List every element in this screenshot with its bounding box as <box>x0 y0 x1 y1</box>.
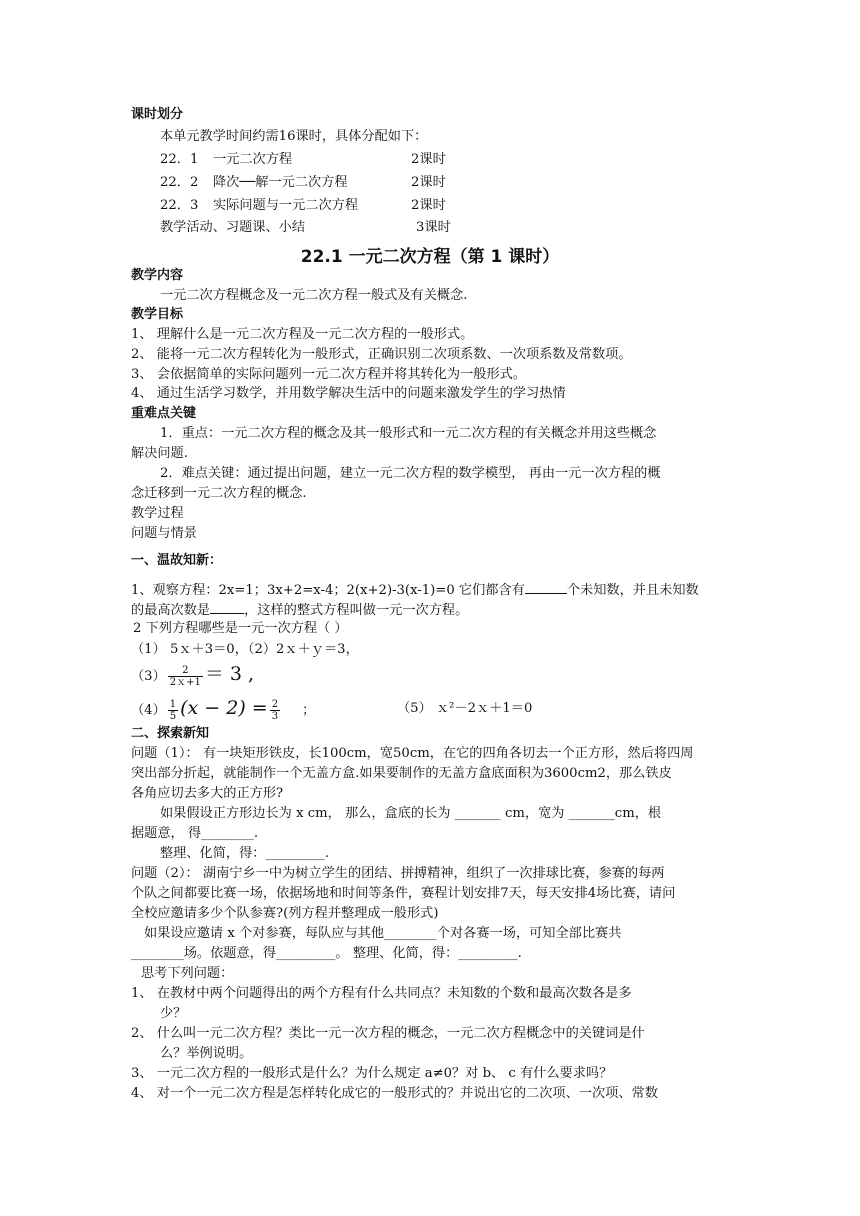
key-point-text: 1．重点：一元二次方程的概念及其一般形式和一元二次方程的有关概念并用这些概念 <box>160 426 657 441</box>
problem-text: 各角应切去多大的正方形? <box>131 786 284 801</box>
equation-1-2: （1） 5ｘ＋3＝0，（2）2ｘ＋ｙ＝3， <box>131 642 359 657</box>
fraction: $\frac{2}{3}$ <box>271 699 279 722</box>
review-question-1: 1、观察方程：2x=1；3x+2=x-4；2(x+2)-3(x-1)=0 它们都含有 个未知数，并且未知数 <box>131 583 699 598</box>
problem-text: ________场。依题意，得_________。 整理、化简，得：_________. <box>131 946 522 961</box>
problem-text: 整理、化简，得：_________. <box>160 846 330 861</box>
explore-heading: 二、探索新知 <box>131 726 210 741</box>
schedule-intro: 本单元教学时间约需16课时，具体分配如下： <box>160 129 428 144</box>
content-heading: 教学内容 <box>131 268 184 283</box>
goals-heading: 教学目标 <box>131 307 184 322</box>
think-question: 1、 在教材中两个问题得出的两个方程有什么共同点？未知数的个数和最高次数各是多 <box>131 986 632 1001</box>
problem-text: 问题（2）： 湖南宁乡一中为树立学生的团结、拼搏精神，组织了一次排球比赛，参赛的每两 <box>131 866 665 881</box>
schedule-heading: 课时划分 <box>131 107 184 122</box>
problem-text: 问题（1）： 有一块矩形铁皮，长100cm，宽50cm，在它的四角各切去一个正方形，然后将四周 <box>131 746 694 761</box>
problem-text: 个队之间都要比赛一场，依据场地和时间等条件，赛程计划安排7天，每天安排4场比赛，请问 <box>131 886 676 901</box>
problem-text: 据题意， 得________. <box>131 826 259 841</box>
fraction: $\frac{2}{\text{2ｘ+1}}$ <box>169 665 201 688</box>
think-question: 2、 什么叫一元二次方程？类比一元一次方程的概念，一元二次方程概念中的关键词是什 <box>131 1026 645 1041</box>
goal-item: 3、 会依据简单的实际问题列一元二次方程并将其转化为一般形式。 <box>131 367 527 382</box>
equation-4: （4） $\frac{1}{5}$ (x − 2) = $\frac{2}{3}$ ； <box>131 697 316 722</box>
lesson-title: 22.1 一元二次方程（第 1 课时） <box>300 247 560 267</box>
keys-heading: 重难点关键 <box>131 406 197 421</box>
key-point-text: 念迁移到一元二次方程的概念. <box>131 486 307 501</box>
think-question: 少？ <box>160 1006 187 1021</box>
key-point-text: 解决问题. <box>131 446 188 461</box>
problem-text: 突出部分折起，就能制作一个无盖方盒.如果要制作的无盖方盒底面积为3600cm2，那么铁皮 <box>131 766 672 781</box>
review-question-1-cont: 的最高次数是 ，这样的整式方程叫做一元一次方程。 <box>131 603 469 618</box>
situation-label: 问题与情景 <box>131 526 197 541</box>
goal-item: 4、 通过生活学习数学，并用数学解决生活中的问题来激发学生的学习热情 <box>131 386 566 401</box>
think-heading: 思考下列问题： <box>141 966 234 981</box>
think-question: 3、 一元二次方程的一般形式是什么？为什么规定 a≠0？对 b、 c 有什么要求吗？ <box>131 1066 613 1081</box>
problem-text: 如果假设正方形边长为 x cm， 那么，盒底的长为 _______ cm，宽为 _______cm，根 <box>160 806 662 821</box>
blank-line <box>210 601 244 614</box>
equation-3: （3） $\frac{2}{\text{2ｘ+1}}$ ＝ 3 , <box>131 663 255 688</box>
think-question: 4、 对一个一元二次方程是怎样转化成它的一般形式的？并说出它的二次项、一次项、常数 <box>131 1086 658 1101</box>
process-label: 教学过程 <box>131 506 184 521</box>
problem-text: 如果设应邀请 x 个对参赛，每队应与其他________个对各赛一场，可知全部比赛共 <box>144 926 622 941</box>
fraction: $\frac{1}{5}$ <box>169 699 177 722</box>
goal-item: 2、 能将一元二次方程转化为一般形式，正确识别二次项系数、一次项系数及常数项。 <box>131 347 632 362</box>
equation-5: （5） ｘ²－2ｘ＋1＝0 <box>397 701 533 716</box>
review-question-2: 2 下列方程哪些是一元一次方程（ ） <box>133 621 348 636</box>
review-heading: 一、温故知新： <box>131 553 223 568</box>
content-text: 一元二次方程概念及一元二次方程一般式及有关概念. <box>160 288 468 303</box>
key-point-text: 2．难点关键：通过提出问题，建立一元二次方程的数学模型， 再由一元一次方程的概 <box>160 466 661 481</box>
goal-item: 1、 理解什么是一元二次方程及一元二次方程的一般形式。 <box>131 327 474 342</box>
problem-text: 全校应邀请多少个队参赛?(列方程并整理成一般形式) <box>131 906 439 921</box>
blank-line <box>525 581 567 594</box>
think-question: 么？举例说明。 <box>160 1046 253 1061</box>
